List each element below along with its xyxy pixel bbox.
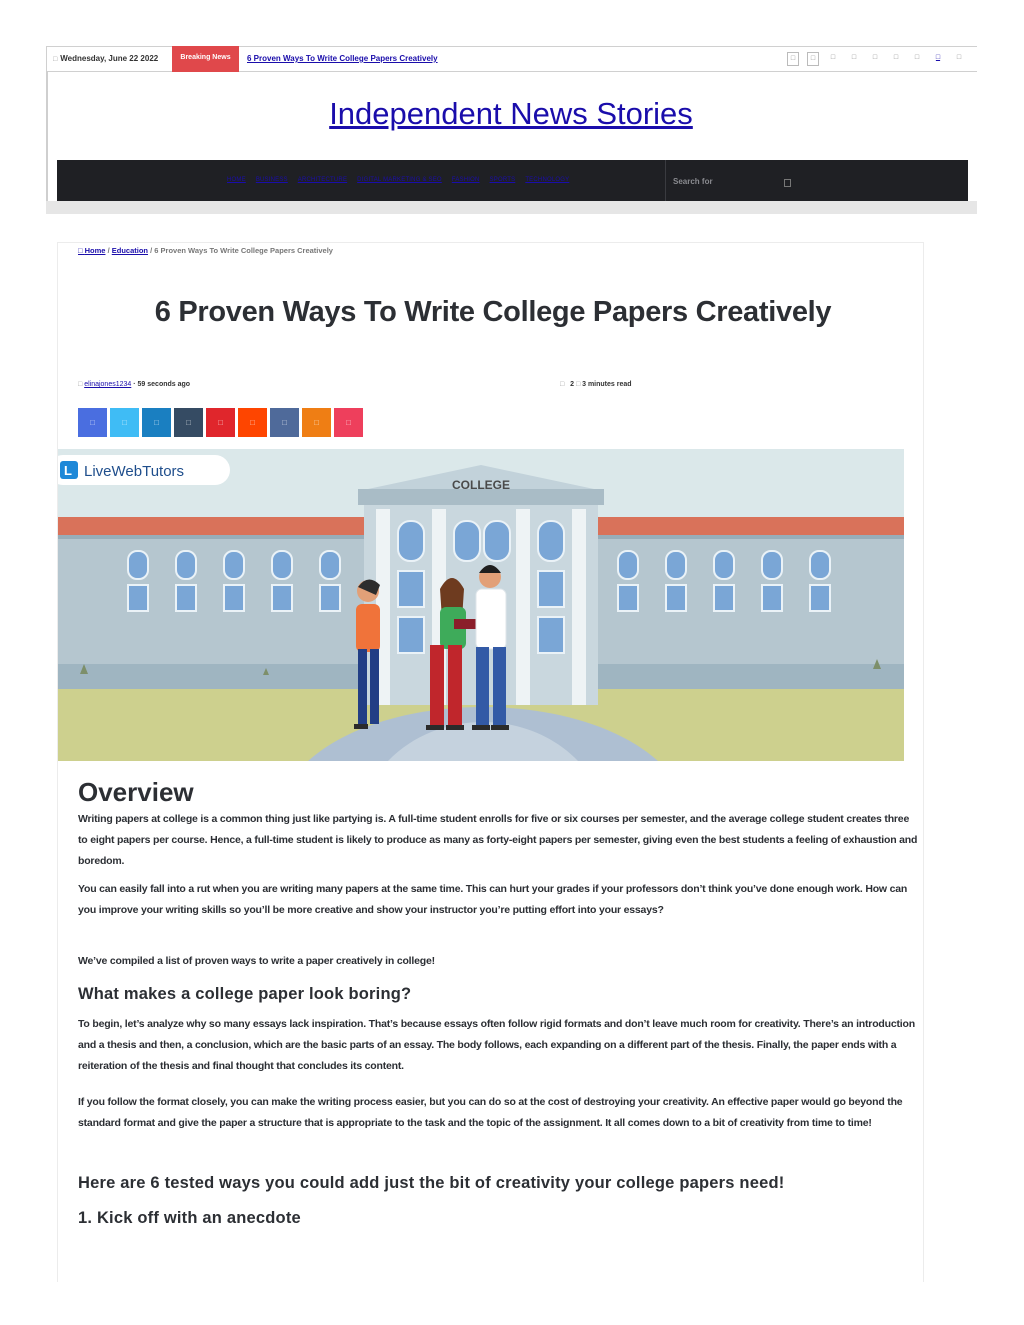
share-pocket-button[interactable]: □	[334, 408, 363, 437]
comment-count[interactable]: 2	[570, 381, 574, 388]
breadcrumb-separator: /	[107, 246, 110, 255]
author-link[interactable]: elinajones1234	[84, 381, 132, 388]
share-linkedin-button[interactable]: □	[142, 408, 171, 437]
share-vk-button[interactable]: □	[270, 408, 299, 437]
paragraph-intro: Writing papers at college is a common thing just like partying is. A full-time student enrolls for five or six courses per semester, and the average college student creates three to eight papers per course. Hence, a full-time student is likely to produce as many as forty-eight papers per semester, giving even the best students a feeling of exhaustion and boredom.	[78, 813, 918, 867]
featured-image	[58, 449, 904, 761]
breaking-news-headline-link[interactable]: 6 Proven Ways To Write College Papers Creatively	[247, 54, 438, 63]
read-time: 3 minutes read	[582, 381, 632, 388]
nav-menu	[227, 177, 579, 183]
user-icon: □	[78, 381, 83, 388]
top-bar	[46, 46, 977, 72]
paragraph-compiled: We’ve compiled a list of proven ways to write a paper creatively in college!	[78, 955, 435, 967]
breadcrumb	[78, 246, 333, 255]
share-facebook-button[interactable]: □	[78, 408, 107, 437]
instagram-icon[interactable]: □	[914, 54, 920, 61]
youtube-icon[interactable]: □	[935, 54, 941, 61]
header-border	[46, 71, 48, 201]
svg-text:L: L	[64, 463, 72, 478]
building-sign: COLLEGE	[451, 478, 511, 492]
comment-icon: □	[560, 381, 565, 388]
nav-item-business[interactable]: BUSINESS	[255, 177, 288, 183]
heading-kick-off: 1. Kick off with an anecdote	[78, 1209, 301, 1227]
clock-icon: □	[53, 56, 58, 63]
rss-icon[interactable]: □	[956, 54, 962, 61]
main-navigation	[57, 160, 968, 201]
twitter-icon[interactable]: □	[851, 54, 857, 61]
nav-item-home[interactable]: HOME	[227, 177, 246, 183]
share-odnoklassniki-button[interactable]: □	[302, 408, 331, 437]
linkedin-icon[interactable]: □	[893, 54, 899, 61]
nav-item-fashion[interactable]: FASHION	[451, 177, 480, 183]
paragraph-analyze: To begin, let’s analyze why so many essays lack inspiration. That’s because essays often follow rigid formats and don’t leave much room for creativity. There’s an introduction and a thesis and then, a conclusion, which are the basic parts of an essay. The body follows, each expanding on a different part of the thesis. Finally, the paper ends with a reiteration of the thesis and final thought that concludes its content.	[78, 1018, 915, 1072]
breaking-news-label: Breaking News	[172, 46, 239, 72]
nav-item-technology[interactable]: TECHNOLOGY	[525, 177, 570, 183]
facebook-icon[interactable]: □	[830, 54, 836, 61]
breadcrumb-home-link[interactable]	[78, 246, 105, 255]
home-icon: □	[78, 246, 83, 255]
post-meta-author	[78, 381, 190, 388]
brand-logo-text: LiveWebTutors	[84, 463, 185, 480]
header-bottom-band	[46, 201, 977, 214]
breadcrumb-category-link[interactable]: Education	[111, 246, 149, 255]
sidebar-toggle-icon[interactable]: □	[807, 52, 819, 66]
heading-boring: What makes a college paper look boring?	[78, 985, 412, 1003]
paragraph-format: If you follow the format closely, you can make the writing process easier, but you can do so at the cost of destroying your creativity. An effective paper would go beyond the standard format and give the paper a structure that is appropriate to the task and the topic of the assignment. It all comes down to a bit of creativity from time to time!	[78, 1096, 903, 1129]
share-pinterest-button[interactable]: □	[206, 408, 235, 437]
post-meta-stats	[560, 381, 632, 388]
pinterest-icon[interactable]: □	[872, 54, 878, 61]
share-tumblr-button[interactable]: □	[174, 408, 203, 437]
site-title-link[interactable]: Independent News Stories	[329, 96, 693, 131]
clock-icon: □	[575, 381, 581, 388]
nav-item-architecture[interactable]: ARCHITECTURE	[297, 177, 348, 183]
meta-separator: ·	[133, 381, 138, 388]
share-reddit-button[interactable]: □	[238, 408, 267, 437]
article-title: 6 Proven Ways To Write College Papers Creatively	[154, 296, 832, 328]
search-input[interactable]: Search for	[673, 177, 713, 186]
current-date	[53, 54, 158, 63]
nav-divider	[665, 160, 666, 201]
post-time: 59 seconds ago	[137, 381, 191, 388]
nav-item-digital-marketing[interactable]: DIGITAL MARKETING & SEO	[357, 177, 442, 183]
overview-heading: Overview	[78, 777, 194, 807]
breadcrumb-current: 6 Proven Ways To Write College Papers Creatively	[154, 246, 333, 255]
nav-item-sports[interactable]: SPORTS	[489, 177, 516, 183]
date-text: Wednesday, June 22 2022	[60, 54, 159, 63]
share-twitter-button[interactable]: □	[110, 408, 139, 437]
paragraph-rut: You can easily fall into a rut when you are writing many papers at the same time. This can hurt your grades if your professors don’t think you’ve done enough work. How can you improve your writing skills so you’ll be more creative and show your instructor you’re putting effort into your essays?	[78, 883, 908, 916]
college-illustration	[58, 449, 904, 761]
random-article-icon[interactable]: □	[787, 52, 799, 66]
heading-six-ways: Here are 6 tested ways you could add just the bit of creativity your college papers need!	[78, 1174, 785, 1192]
breadcrumb-home-label: Home	[84, 246, 106, 255]
search-icon[interactable]	[784, 179, 791, 187]
breadcrumb-separator: /	[150, 246, 153, 255]
